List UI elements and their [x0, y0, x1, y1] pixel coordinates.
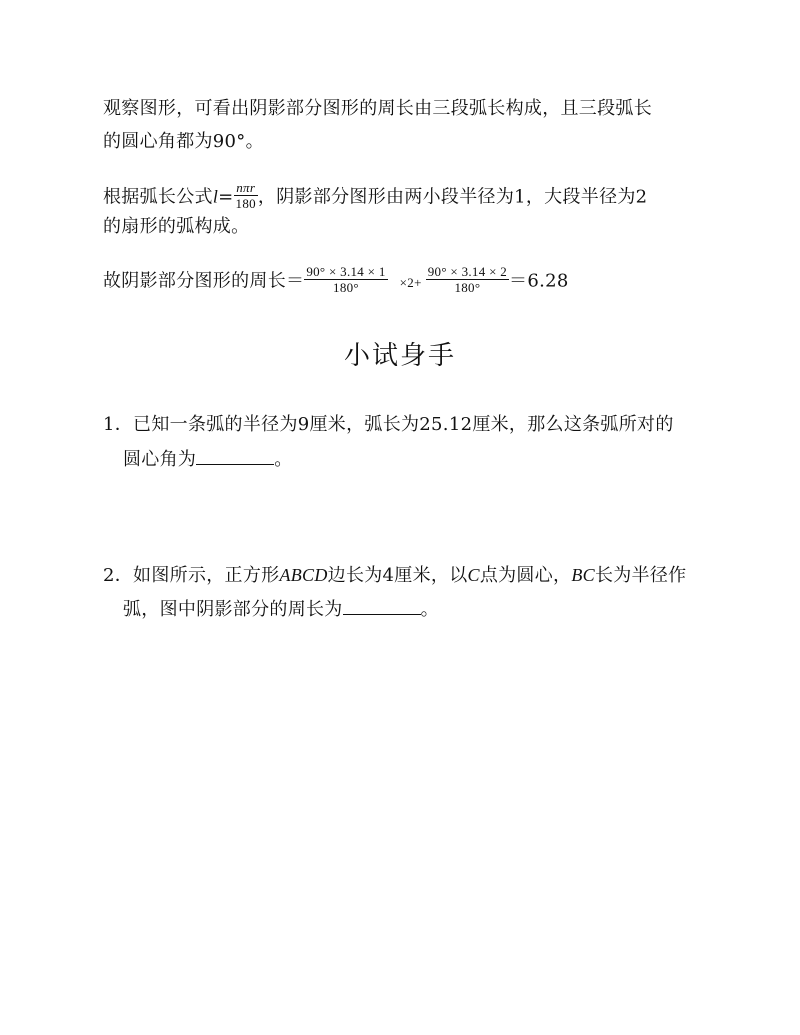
arc-length-variable: l — [212, 186, 219, 207]
arc-length-fraction — [234, 180, 258, 211]
question-1-end: 。 — [274, 449, 293, 470]
answer-blank-1[interactable] — [196, 446, 274, 465]
answer-blank-2[interactable] — [343, 596, 421, 615]
paragraph-result — [103, 266, 569, 297]
question-2-intro: 2．如图所示，正方形 — [103, 565, 280, 586]
fraction-numerator: nπr — [234, 180, 258, 196]
fraction-denominator: 180° — [333, 280, 359, 295]
section-title: 小试身手 — [343, 341, 456, 371]
question-1-line1: 1．已知一条弧的半径为9厘米，弧长为25.12厘米，那么这条弧所对的 — [103, 414, 674, 435]
paragraph-observation-line1: 观察图形，可看出阴影部分图形的周长由三段弧长构成，且三段弧长 — [103, 98, 652, 119]
small-arc-fraction — [304, 264, 387, 295]
formula-explanation-text: ，阴影部分图形由两小段半径为1，大段半径为2 — [257, 186, 648, 208]
paragraph-formula-line1 — [103, 182, 647, 213]
fraction-denominator: 180 — [235, 196, 256, 211]
segment-bc-label: BC — [571, 565, 595, 585]
question-2-end: 。 — [420, 599, 439, 620]
question-2-mid2: 点为圆心， — [479, 565, 572, 586]
paragraph-formula-line2: 的扇形的弧构成。 — [103, 216, 250, 237]
large-arc-fraction — [426, 264, 509, 295]
fraction-numerator: 90° × 3.14 × 2 — [427, 264, 508, 279]
question-2-line2 — [123, 596, 439, 622]
multiply-add-text: ×2+ — [399, 274, 422, 290]
formula-intro-text: 根据弧长公式 — [103, 186, 213, 208]
question-2-prompt: 弧，图中阴影部分的周长为 — [123, 599, 343, 620]
question-1-prompt: 圆心角为 — [123, 449, 197, 470]
result-intro-text: 故阴影部分图形的周长＝ — [103, 270, 305, 292]
point-c-label: C — [467, 565, 480, 585]
fraction-denominator: 180° — [454, 280, 481, 295]
result-value-text: ＝6.28 — [509, 270, 569, 292]
fraction-numerator: 90° × 3.14 × 1 — [306, 264, 386, 279]
question-1-line2 — [123, 446, 293, 472]
question-2-mid1: 边长为4厘米，以 — [327, 565, 468, 586]
paragraph-observation-line2: 的圆心角都为90°。 — [103, 131, 264, 152]
question-2-post: 长为半径作 — [594, 565, 687, 586]
question-2-line1 — [103, 563, 686, 588]
square-label: ABCD — [279, 565, 328, 585]
equals-sign: = — [218, 186, 234, 208]
